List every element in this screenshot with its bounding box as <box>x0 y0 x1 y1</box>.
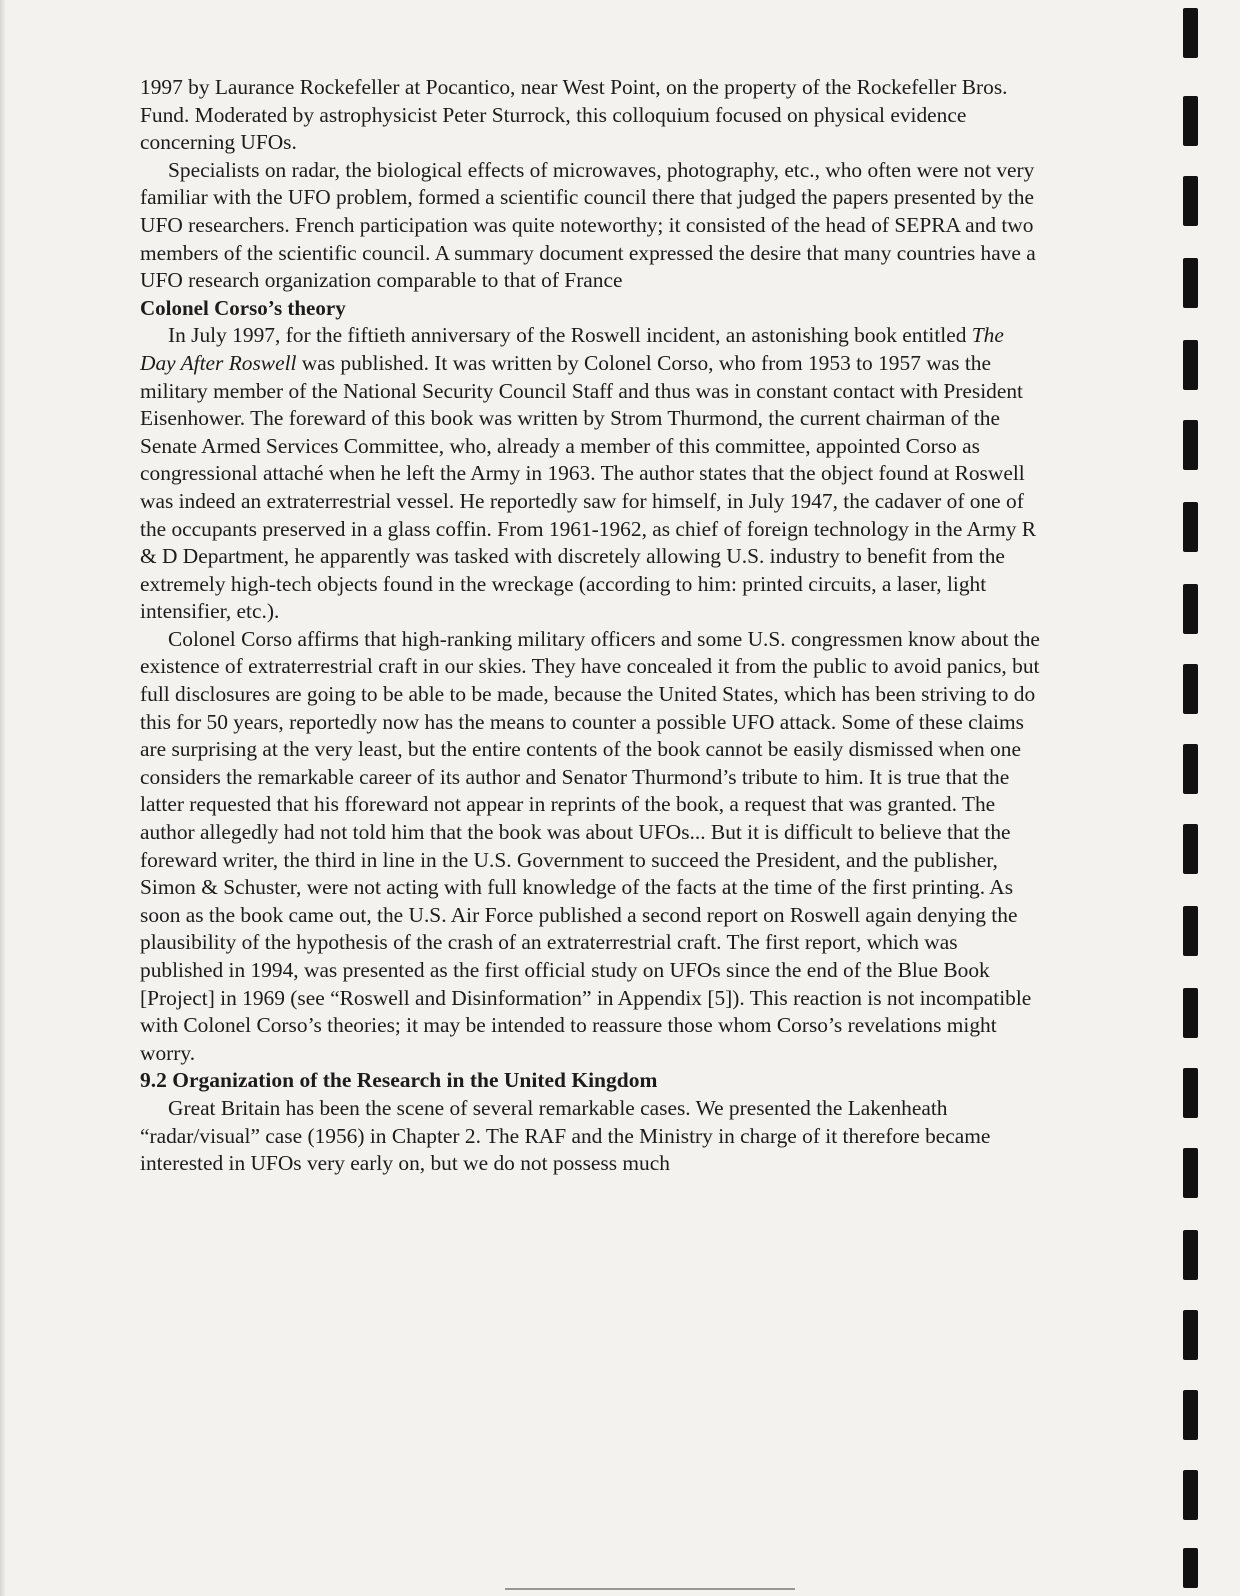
binding-hole <box>1183 906 1198 956</box>
page-edge-shadow <box>0 0 6 1596</box>
corso-p1-lead-text: In July 1997, for the fiftieth anniversary of the Roswell incident, an astonishing book entitled <box>168 323 972 348</box>
binding-hole <box>1183 1310 1198 1360</box>
section-heading-uk: 9.2 Organization of the Research in the United Kingdom <box>140 1068 658 1093</box>
binding-hole <box>1183 96 1198 146</box>
binding-hole <box>1183 664 1198 714</box>
spiral-binding-holes <box>1183 0 1203 1596</box>
binding-hole <box>1183 1548 1198 1588</box>
binding-hole <box>1183 1068 1198 1118</box>
binding-hole <box>1183 1230 1198 1280</box>
binding-hole <box>1183 176 1198 226</box>
book-title: The Day After Roswell <box>140 323 1004 375</box>
binding-hole <box>1183 1390 1198 1440</box>
corso-paragraph-2: Colonel Corso affirms that high-ranking military officers and some U.S. congressmen know about the existence of extraterrestrial craft in our skies. They have concealed it from the public to avoid panics, but full disclosures are going to be able to be made, because the United States, which has been striving to do this for 50 years, reportedly now has the means to counter a possible UFO attack. Some of these claims are surprising at the very least, but the entire contents of the book cannot be easily dismissed when one considers the remarkable career of its author and Senator Thurmond’s tribute to him. It is true that the latter requested that his fforeward not appear in reprints of the book, a request that was granted. The author allegedly had not told him that the book was about UFOs... But it is difficult to believe that the foreward writer, the third in line in the U.S. Government to succeed the President, and the publisher, Simon & Schuster, were not acting with full knowledge of the facts at the time of the first printing. As soon as the book came out, the U.S. Air Force published a second report on Roswell again denying the plausibility of the hypothesis of the crash of an extraterrestrial craft. The first report, which was published in 1994, was presented as the first official study on UFOs since the end of the Blue Book [Project] in 1969 (see “Roswell and Disinformation” in Appendix [5]). This reaction is not incompatible with Colonel Corso’s theories; it may be intended to reassure those whom Corso’s revelations might worry. <box>140 626 1040 1065</box>
uk-paragraph-1: Great Britain has been the scene of several remarkable cases. We presented the Lakenheath “radar/visual” case (1956) in Chapter 2. The RAF and the Ministry in charge of it therefore became interested in UFOs very early on, but we do not possess much <box>140 1095 991 1176</box>
binding-hole <box>1183 744 1198 794</box>
document-body <box>140 74 1040 1178</box>
binding-hole <box>1183 584 1198 634</box>
corso-p1-body-text: was published. It was written by Colonel Corso, who from 1953 to 1957 was the military member of the National Security Council Staff and thus was in constant contact with President Eisenhower. The foreward of this book was written by Strom Thurmond, the current chairman of the Senate Armed Services Committee, who, already a member of this committee, appointed Corso as congressional attaché when he left the Army in 1963. The author states that the object found at Roswell was indeed an extraterrestrial vessel. He reportedly saw for himself, in July 1947, the cadaver of one of the occupants preserved in a glass coffin. From 1961-1962, as chief of foreign technology in the Army R & D Department, he apparently was tasked with discretely allowing U.S. industry to benefit from the extremely high-tech objects found in the wreckage (according to him: printed circuits, a laser, light intensifier, etc.). <box>140 350 1037 624</box>
intro-paragraph-2: Specialists on radar, the biological effects of microwaves, photography, etc., who often were not very familiar with the UFO problem, formed a scientific council there that judged the papers presented by the UFO researchers. French participation was quite noteworthy; it consisted of the head of SEPRA and two members of the scientific council. A summary document expressed the desire that many countries have a UFO research organization comparable to that of France <box>140 157 1036 293</box>
page-bottom-edge <box>505 1588 795 1590</box>
intro-paragraph-1: 1997 by Laurance Rockefeller at Pocantico, near West Point, on the property of the Rockefeller Bros. Fund. Moderated by astrophysicist Peter Sturrock, this colloquium focused on physical evidence concerning UFOs. <box>140 75 1008 155</box>
binding-hole <box>1183 1148 1198 1198</box>
binding-hole <box>1183 988 1198 1038</box>
section-heading-corso: Colonel Corso’s theory <box>140 295 346 320</box>
binding-hole <box>1183 258 1198 308</box>
binding-hole <box>1183 502 1198 552</box>
binding-hole <box>1183 420 1198 470</box>
binding-hole <box>1183 1470 1198 1520</box>
binding-hole <box>1183 824 1198 874</box>
corso-paragraph-1 <box>140 322 1040 626</box>
binding-hole <box>1183 8 1198 58</box>
binding-hole <box>1183 340 1198 390</box>
